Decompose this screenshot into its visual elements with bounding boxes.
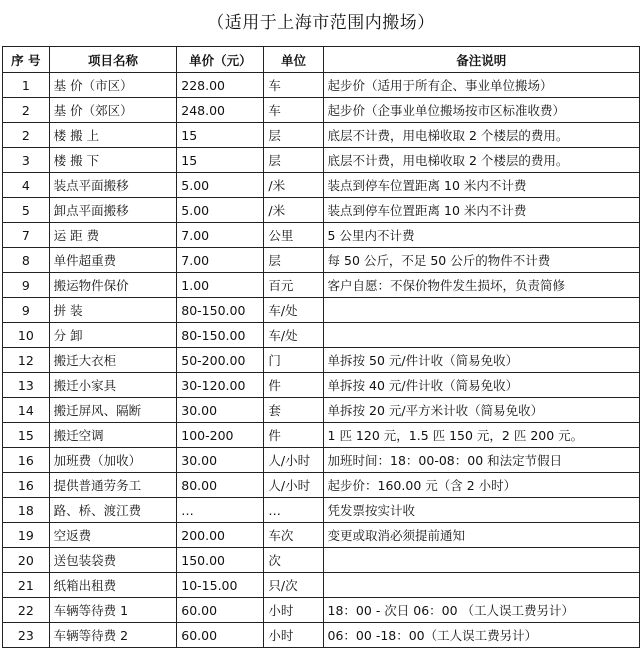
unit-price-cell: 10-15.00 (177, 573, 264, 598)
unit-cell: 车/处 (264, 298, 323, 323)
unit-price-cell: 30-120.00 (177, 373, 264, 398)
unit-cell: 次 (264, 548, 323, 573)
item-name-cell: 装点平面搬移 (49, 173, 177, 198)
item-name-cell: 搬迁小家具 (49, 373, 177, 398)
table-header-row (3, 47, 640, 73)
note-cell: 装点到停车位置距离 10 米内不计费 (323, 198, 639, 223)
note-cell: 起步价：160.00 元（含 2 小时） (323, 473, 639, 498)
table-body (3, 73, 640, 648)
table-row (3, 73, 640, 98)
unit-price-cell: 5.00 (177, 173, 264, 198)
table-row (3, 573, 640, 598)
item-name-cell: 空返费 (49, 523, 177, 548)
item-name-cell: 单件超重费 (49, 248, 177, 273)
row-number-cell: 4 (3, 173, 50, 198)
unit-price-cell: 50-200.00 (177, 348, 264, 373)
table-row (3, 423, 640, 448)
table-row (3, 373, 640, 398)
unit-cell: 层 (264, 248, 323, 273)
item-name-cell: 提供普通劳务工 (49, 473, 177, 498)
unit-price-cell: 80-150.00 (177, 323, 264, 348)
item-name-cell: 搬迁空调 (49, 423, 177, 448)
item-name-cell: 楼 搬 上 (49, 123, 177, 148)
unit-cell: 车 (264, 98, 323, 123)
unit-price-cell: … (177, 498, 264, 523)
note-cell: 5 公里内不计费 (323, 223, 639, 248)
row-number-cell: 13 (3, 373, 50, 398)
note-cell (323, 573, 639, 598)
item-name-cell: 纸箱出租费 (49, 573, 177, 598)
table-row (3, 598, 640, 623)
unit-price-cell: 150.00 (177, 548, 264, 573)
unit-cell: 门 (264, 348, 323, 373)
item-name-cell: 车辆等待费 2 (49, 623, 177, 648)
note-cell (323, 548, 639, 573)
unit-cell: 套 (264, 398, 323, 423)
note-cell: 单拆按 50 元/件计收（简易免收） (323, 348, 639, 373)
unit-price-cell: 100-200 (177, 423, 264, 448)
page-title: （适用于上海市范围内搬场） (207, 13, 435, 33)
unit-price-cell: 200.00 (177, 523, 264, 548)
unit-cell: 百元 (264, 273, 323, 298)
row-number-cell: 2 (3, 123, 50, 148)
header-note: 备注说明 (323, 47, 639, 73)
unit-cell: 车次 (264, 523, 323, 548)
table-row (3, 273, 640, 298)
table-row (3, 398, 640, 423)
row-number-cell: 10 (3, 323, 50, 348)
note-cell: 单拆按 20 元/平方米计收（简易免收） (323, 398, 639, 423)
note-cell: 单拆按 40 元/件计收（简易免收） (323, 373, 639, 398)
table-row (3, 323, 640, 348)
item-name-cell: 加班费（加收） (49, 448, 177, 473)
item-name-cell: 车辆等待费 1 (49, 598, 177, 623)
unit-price-cell: 248.00 (177, 98, 264, 123)
note-cell: 每 50 公斤，不足 50 公斤的物件不计费 (323, 248, 639, 273)
unit-price-cell: 7.00 (177, 223, 264, 248)
unit-cell: 件 (264, 373, 323, 398)
unit-price-cell: 15 (177, 148, 264, 173)
item-name-cell: 搬迁屏风、隔断 (49, 398, 177, 423)
note-cell: 变更或取消必须提前通知 (323, 523, 639, 548)
row-number-cell: 22 (3, 598, 50, 623)
table-row (3, 473, 640, 498)
unit-cell: 车 (264, 73, 323, 98)
note-cell: 起步价（企事业单位搬场按市区标准收费） (323, 98, 639, 123)
unit-cell: 层 (264, 123, 323, 148)
table-row (3, 523, 640, 548)
table-row (3, 123, 640, 148)
item-name-cell: 卸点平面搬移 (49, 198, 177, 223)
unit-price-cell: 5.00 (177, 198, 264, 223)
item-name-cell: 运 距 费 (49, 223, 177, 248)
note-cell: 06：00 -18：00（工人误工费另计） (323, 623, 639, 648)
row-number-cell: 20 (3, 548, 50, 573)
unit-cell: 公里 (264, 223, 323, 248)
table-row (3, 348, 640, 373)
item-name-cell: 基 价（郊区） (49, 98, 177, 123)
header-no: 序 号 (3, 47, 50, 73)
note-cell (323, 298, 639, 323)
unit-price-cell: 80-150.00 (177, 298, 264, 323)
row-number-cell: 16 (3, 448, 50, 473)
item-name-cell: 搬迁大衣柜 (49, 348, 177, 373)
row-number-cell: 23 (3, 623, 50, 648)
unit-price-cell: 30.00 (177, 448, 264, 473)
unit-price-cell: 60.00 (177, 598, 264, 623)
note-cell: 加班时间：18：00-08：00 和法定节假日 (323, 448, 639, 473)
row-number-cell: 9 (3, 273, 50, 298)
unit-cell: 件 (264, 423, 323, 448)
row-number-cell: 8 (3, 248, 50, 273)
item-name-cell: 搬运物件保价 (49, 273, 177, 298)
table-row (3, 223, 640, 248)
unit-price-cell: 228.00 (177, 73, 264, 98)
unit-price-cell: 7.00 (177, 248, 264, 273)
row-number-cell: 5 (3, 198, 50, 223)
row-number-cell: 15 (3, 423, 50, 448)
header-name: 项目名称 (49, 47, 177, 73)
row-number-cell: 14 (3, 398, 50, 423)
table-row (3, 173, 640, 198)
table-row (3, 498, 640, 523)
unit-price-cell: 1.00 (177, 273, 264, 298)
unit-cell: 人/小时 (264, 448, 323, 473)
unit-cell: 车/处 (264, 323, 323, 348)
unit-cell: /米 (264, 198, 323, 223)
unit-price-cell: 60.00 (177, 623, 264, 648)
table-row (3, 448, 640, 473)
unit-cell: /米 (264, 173, 323, 198)
row-number-cell: 2 (3, 98, 50, 123)
row-number-cell: 12 (3, 348, 50, 373)
table-row (3, 623, 640, 648)
item-name-cell: 楼 搬 下 (49, 148, 177, 173)
unit-cell: 只/次 (264, 573, 323, 598)
note-cell: 底层不计费，用电梯收取 2 个楼层的费用。 (323, 148, 639, 173)
row-number-cell: 1 (3, 73, 50, 98)
table-row (3, 198, 640, 223)
row-number-cell: 21 (3, 573, 50, 598)
note-cell (323, 323, 639, 348)
header-unit: 单位 (264, 47, 323, 73)
table-row (3, 248, 640, 273)
item-name-cell: 路、桥、渡江费 (49, 498, 177, 523)
note-cell: 客户自愿：不保价物件发生损坏，负责简修 (323, 273, 639, 298)
note-cell: 1 匹 120 元，1.5 匹 150 元，2 匹 200 元。 (323, 423, 639, 448)
unit-cell: … (264, 498, 323, 523)
table-row (3, 98, 640, 123)
row-number-cell: 19 (3, 523, 50, 548)
item-name-cell: 分 卸 (49, 323, 177, 348)
row-number-cell: 7 (3, 223, 50, 248)
unit-price-cell: 15 (177, 123, 264, 148)
item-name-cell: 送包装袋费 (49, 548, 177, 573)
row-number-cell: 9 (3, 298, 50, 323)
row-number-cell: 16 (3, 473, 50, 498)
note-cell: 起步价（适用于所有企、事业单位搬场） (323, 73, 639, 98)
unit-cell: 人/小时 (264, 473, 323, 498)
table-row (3, 548, 640, 573)
table-row (3, 148, 640, 173)
item-name-cell: 拼 装 (49, 298, 177, 323)
unit-cell: 层 (264, 148, 323, 173)
unit-cell: 小时 (264, 598, 323, 623)
unit-price-cell: 30.00 (177, 398, 264, 423)
header-price: 单价（元） (177, 47, 264, 73)
note-cell: 18：00 - 次日 06：00 （工人误工费另计） (323, 598, 639, 623)
unit-cell: 小时 (264, 623, 323, 648)
note-cell: 凭发票按实计收 (323, 498, 639, 523)
row-number-cell: 18 (3, 498, 50, 523)
table-row (3, 298, 640, 323)
note-cell: 装点到停车位置距离 10 米内不计费 (323, 173, 639, 198)
note-cell: 底层不计费，用电梯收取 2 个楼层的费用。 (323, 123, 639, 148)
fee-table (2, 46, 640, 648)
item-name-cell: 基 价（市区） (49, 73, 177, 98)
row-number-cell: 3 (3, 148, 50, 173)
unit-price-cell: 80.00 (177, 473, 264, 498)
